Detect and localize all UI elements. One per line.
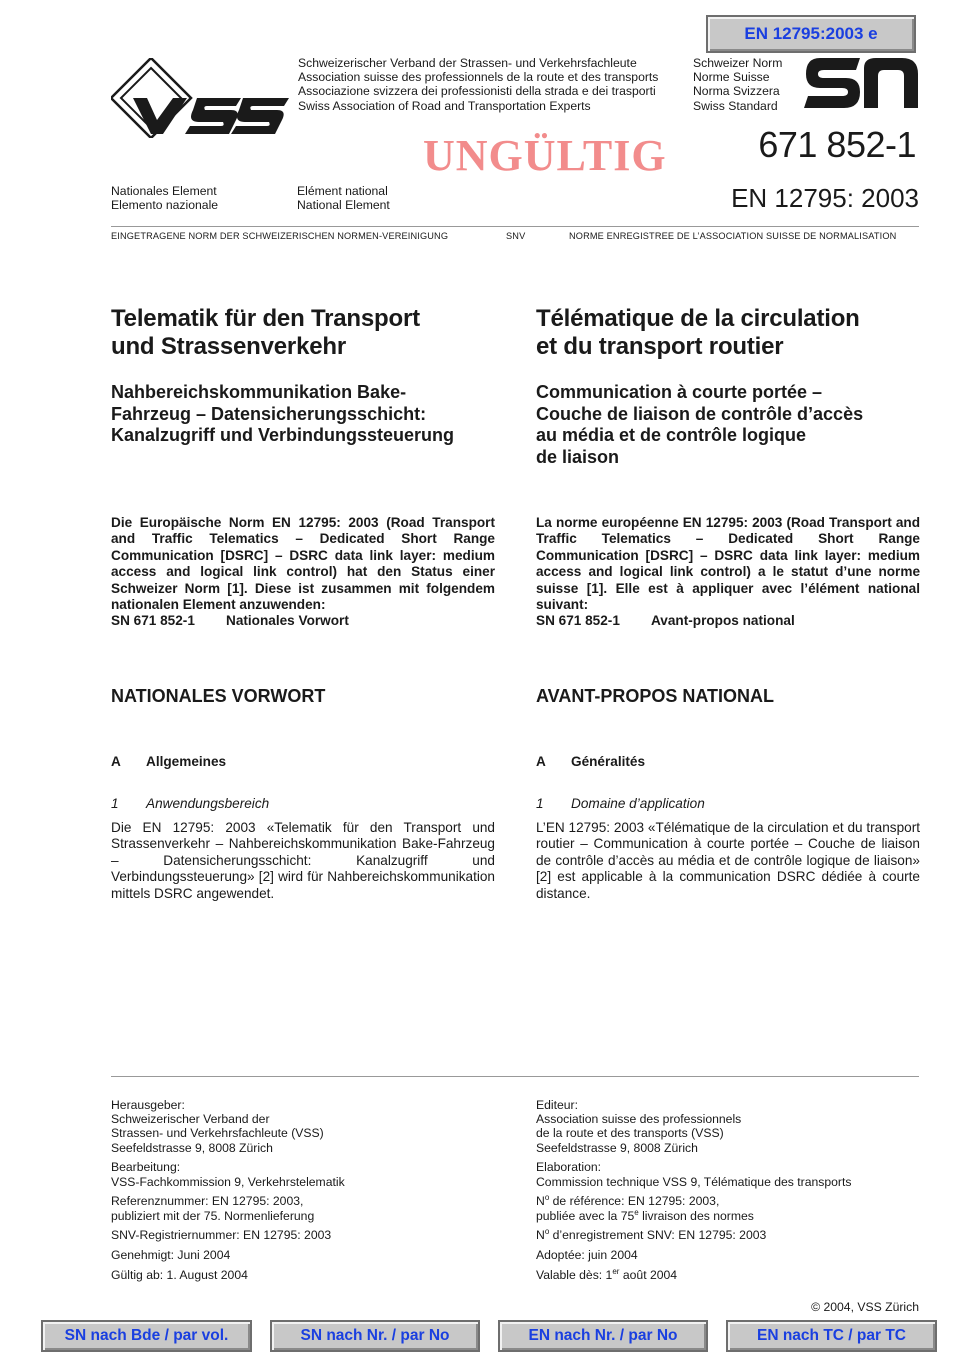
superscript: e: [634, 1207, 639, 1217]
register-text-de: EINGETRAGENE NORM DER SCHWEIZERISCHEN NORMEN-VEREINIGUNG: [111, 231, 449, 241]
info-text: publiée avec la 75: [536, 1208, 635, 1223]
intro-ref-code: SN 671 852-1: [111, 613, 195, 629]
info-line: Herausgeber:: [111, 1098, 185, 1112]
association-line: Schweizerischer Verband der Strassen- und Verkehrsfachleute: [298, 56, 637, 70]
valid-line: Gültig ab: 1. August 2004: [111, 1268, 248, 1282]
intro-reference: [111, 613, 495, 629]
standard-line: Norme Suisse: [693, 70, 770, 85]
title-line: Télématique de la circulation: [536, 305, 860, 332]
sn-logo: [804, 58, 918, 113]
subtitle-line: Nahbereichskommunikation Bake-: [111, 382, 407, 402]
info-line: Strassen- und Verkehrsfachleute (VSS): [111, 1126, 324, 1141]
reference-block: [111, 1194, 495, 1222]
association-line: Swiss Association of Road and Transportation Experts: [298, 98, 591, 113]
national-line: National Element: [297, 198, 390, 213]
info-text: d’enregistrement SNV: EN 12795: 2003: [549, 1228, 767, 1243]
en-by-number-button[interactable]: EN nach Nr. / par No: [498, 1320, 708, 1352]
section-title: Allgemeines: [146, 754, 227, 769]
info-text: N: [536, 1228, 545, 1243]
document-code-button[interactable]: EN 12795:2003 e: [706, 15, 916, 53]
intro-ref-label: Nationales Vorwort: [226, 613, 349, 629]
body-text-fr: L’EN 12795: 2003 «Télématique de la circulation et du transport routier – Communication à courte portée – Couche de liaison de contrôle d’accès au média et de contrôle logique de liaison» [2] est applicable à la communication DSRC dédiée à courte distance.: [536, 820, 920, 901]
info-text: livraison des normes: [638, 1208, 754, 1223]
info-text: N: [536, 1194, 545, 1209]
valid-line: [536, 1268, 919, 1282]
foreword-heading-fr: AVANT-PROPOS NATIONAL: [536, 686, 774, 706]
editor-block: [536, 1098, 919, 1155]
subsection-heading-fr: [536, 796, 920, 811]
copyright: © 2004, VSS Zürich: [811, 1300, 919, 1314]
standard-line: Schweizer Norm: [693, 56, 783, 70]
info-line: Seefeldstrasse 9, 8008 Zürich: [111, 1140, 273, 1155]
intro-fr: [536, 515, 920, 630]
info-line: Schweizerischer Verband der: [111, 1112, 270, 1127]
title-line: und Strassenverkehr: [111, 333, 346, 360]
standard-line: Swiss Standard: [693, 98, 778, 113]
en-by-tc-button[interactable]: EN nach TC / par TC: [726, 1320, 937, 1352]
subsection-heading-de: [111, 796, 495, 811]
title-line: et du transport routier: [536, 333, 784, 360]
national-element-de: [111, 184, 218, 212]
subsection-number: 1: [111, 796, 119, 811]
publisher-info-de: [111, 1098, 495, 1288]
reference-block: [536, 1194, 919, 1222]
title-fr: [536, 305, 920, 361]
snv-line: SNV-Registriernummer: EN 12795: 2003: [111, 1228, 332, 1243]
info-line: Editeur:: [536, 1098, 579, 1112]
info-text: de référence: EN 12795: 2003,: [549, 1194, 720, 1209]
subtitle-de: [111, 382, 495, 447]
info-line: Referenznummer: EN 12795: 2003,: [111, 1194, 304, 1209]
info-line: Seefeldstrasse 9, 8008 Zürich: [536, 1140, 698, 1155]
national-line: Elemento nazionale: [111, 198, 219, 213]
intro-de: [111, 515, 495, 630]
association-line: Associazione svizzera dei professionisti della strada e dei trasporti: [298, 84, 656, 99]
intro-reference: [536, 613, 920, 629]
subtitle-line: Kanalzugriff und Verbindungssteuerung: [111, 425, 455, 445]
vss-logo: [111, 58, 291, 143]
invalid-watermark: UNGÜLTIG: [423, 131, 667, 180]
register-text-snv: SNV: [506, 231, 526, 241]
subsection-number: 1: [536, 796, 544, 811]
approved-line: Adoptée: juin 2004: [536, 1248, 638, 1263]
section-heading-de: [111, 754, 495, 769]
document-number: 671 852-1: [758, 124, 916, 165]
subtitle-line: Fahrzeug – Datensicherungsschicht:: [111, 403, 427, 424]
national-line: Nationales Element: [111, 184, 217, 198]
standard-line: Norma Svizzera: [693, 84, 780, 99]
info-line: Commission technique VSS 9, Télématique des transports: [536, 1174, 852, 1189]
subtitle-line: Couche de liaison de contrôle d’accès: [536, 403, 864, 424]
elaboration-block: [111, 1160, 495, 1188]
title-de: [111, 305, 495, 361]
info-line: publiziert mit der 75. Normenlieferung: [111, 1208, 315, 1223]
info-line: de la route et des transports (VSS): [536, 1126, 724, 1141]
subtitle-line: de liaison: [536, 446, 620, 467]
section-letter: A: [536, 754, 546, 769]
superscript: er: [612, 1266, 620, 1276]
title-line: Telematik für den Transport: [111, 305, 420, 332]
subsection-title: Domaine d’application: [571, 796, 705, 811]
superscript: o: [544, 1227, 550, 1237]
intro-text: La norme européenne EN 12795: 2003 (Road Transport and Traffic Telematics – Dedicated Short Range Communication [DSRC] – DSRC data link layer: medium access and logical link control) a le statut d’une norme suisse [1]. Elle est à appliquer avec l’élément national suivant:: [536, 515, 920, 613]
intro-ref-code: SN 671 852-1: [536, 613, 620, 629]
sn-by-number-button[interactable]: SN nach Nr. / par No: [270, 1320, 480, 1352]
section-title: Généralités: [571, 754, 646, 769]
section-heading-fr: [536, 754, 920, 769]
info-line: Bearbeitung:: [111, 1160, 181, 1175]
body-text-de: Die EN 12795: 2003 «Telematik für den Transport und Strassenverkehr – Nahbereichskommunikation Bake-Fahrzeug – Datensicherungsschicht: Kanalzugriff und Verbindungssteuerung» [2] wird für Nahbereichskommunikation mittels DSRC angewendet.: [111, 820, 495, 901]
snv-line: [536, 1228, 919, 1242]
subtitle-line: au média et de contrôle logique: [536, 425, 807, 445]
info-line: Association suisse des professionnels: [536, 1112, 742, 1127]
superscript: o: [544, 1193, 550, 1203]
intro-text: Die Europäische Norm EN 12795: 2003 (Road Transport and Traffic Telematics – Dedicated Short Range Communication [DSRC] – DSRC data link layer: medium access and logical link control) hat den Status einer Schweizer Norm [1]. Diese ist zusammen mit folgendem nationalen Element anzuwenden:: [111, 515, 495, 613]
national-element-fr: [297, 184, 390, 212]
intro-ref-label: Avant-propos national: [651, 613, 795, 629]
register-text-fr: NORME ENREGISTREE DE L’ASSOCIATION SUISSE DE NORMALISATION: [569, 231, 897, 241]
elaboration-block: [536, 1160, 919, 1188]
association-names: [298, 56, 658, 113]
association-line: Association suisse des professionnels de la route et des transports: [298, 70, 659, 85]
approved-line: Genehmigt: Juni 2004: [111, 1248, 231, 1263]
footer-divider: [111, 1076, 919, 1077]
subtitle-line: Communication à courte portée –: [536, 382, 823, 402]
standard-labels: [693, 56, 782, 113]
subsection-title: Anwendungsbereich: [146, 796, 270, 811]
info-line: VSS-Fachkommission 9, Verkehrstelematik: [111, 1174, 345, 1189]
subtitle-fr: [536, 382, 920, 468]
info-text: août 2004: [619, 1268, 678, 1282]
section-letter: A: [111, 754, 121, 769]
info-text: Valable dès: 1: [536, 1268, 613, 1282]
publisher-info-fr: [536, 1098, 919, 1288]
en-number: EN 12795: 2003: [731, 183, 919, 213]
national-line: Elément national: [297, 184, 388, 198]
editor-block: [111, 1098, 495, 1155]
sn-by-volume-button[interactable]: SN nach Bde / par vol.: [41, 1320, 252, 1352]
info-line: Elaboration:: [536, 1160, 602, 1175]
header-divider: [111, 226, 919, 227]
foreword-heading-de: NATIONALES VORWORT: [111, 686, 326, 706]
